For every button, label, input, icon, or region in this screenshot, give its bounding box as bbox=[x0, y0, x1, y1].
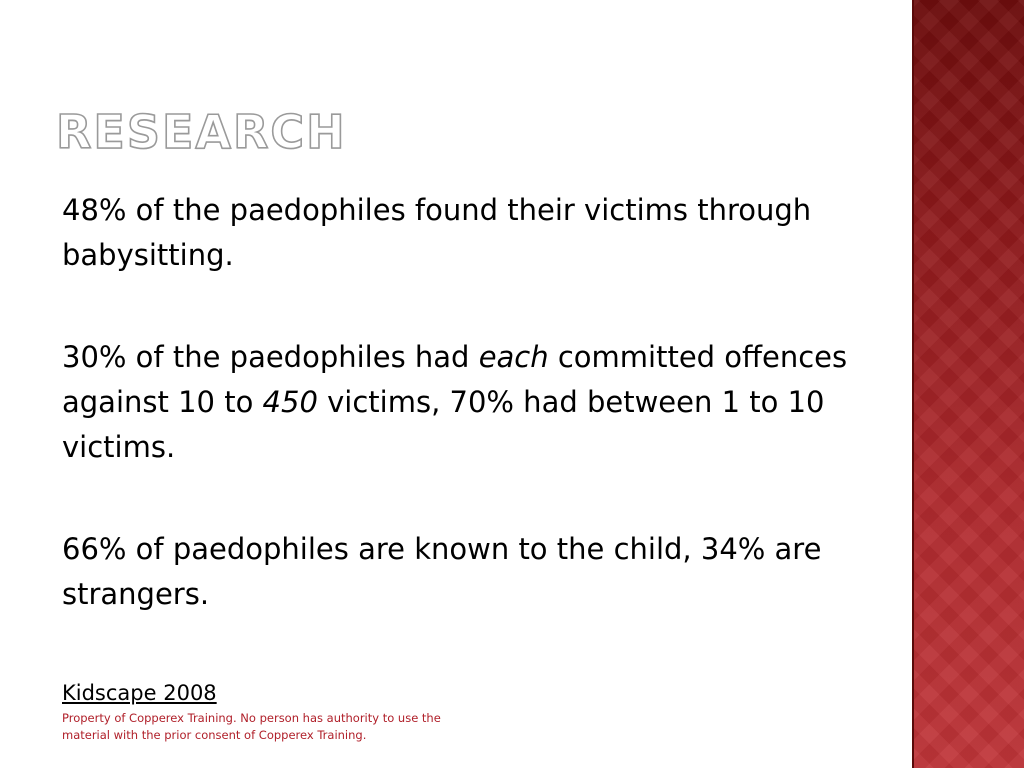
paragraph-2-emphasis-each: each bbox=[478, 340, 549, 374]
paragraph-2-text-c: victims, 70% had between 1 to 10 victims. bbox=[62, 385, 825, 464]
paragraph-3 bbox=[62, 527, 882, 617]
paragraph-2-emphasis-450: 450 bbox=[262, 385, 318, 419]
paragraph-1-text: 48% of the paedophiles found their victims through babysitting. bbox=[62, 193, 812, 272]
source-citation: Kidscape 2008 bbox=[62, 681, 217, 705]
paragraph-3-text: 66% of paedophiles are known to the child, 34% are strangers. bbox=[62, 532, 822, 611]
paragraph-2 bbox=[62, 335, 882, 470]
decorative-side-band bbox=[912, 0, 1024, 768]
copyright-notice: Property of Copperex Training. No person has authority to use the material with the prior consent of Copperex Training. bbox=[62, 711, 441, 742]
paragraph-2-text-b: committed offences against 10 to bbox=[62, 340, 848, 419]
paragraph-2-text-a: 30% of the paedophiles had bbox=[62, 340, 479, 374]
slide-body bbox=[62, 188, 882, 674]
slide-title: RESEARCH bbox=[56, 105, 347, 159]
paragraph-1 bbox=[62, 188, 882, 278]
